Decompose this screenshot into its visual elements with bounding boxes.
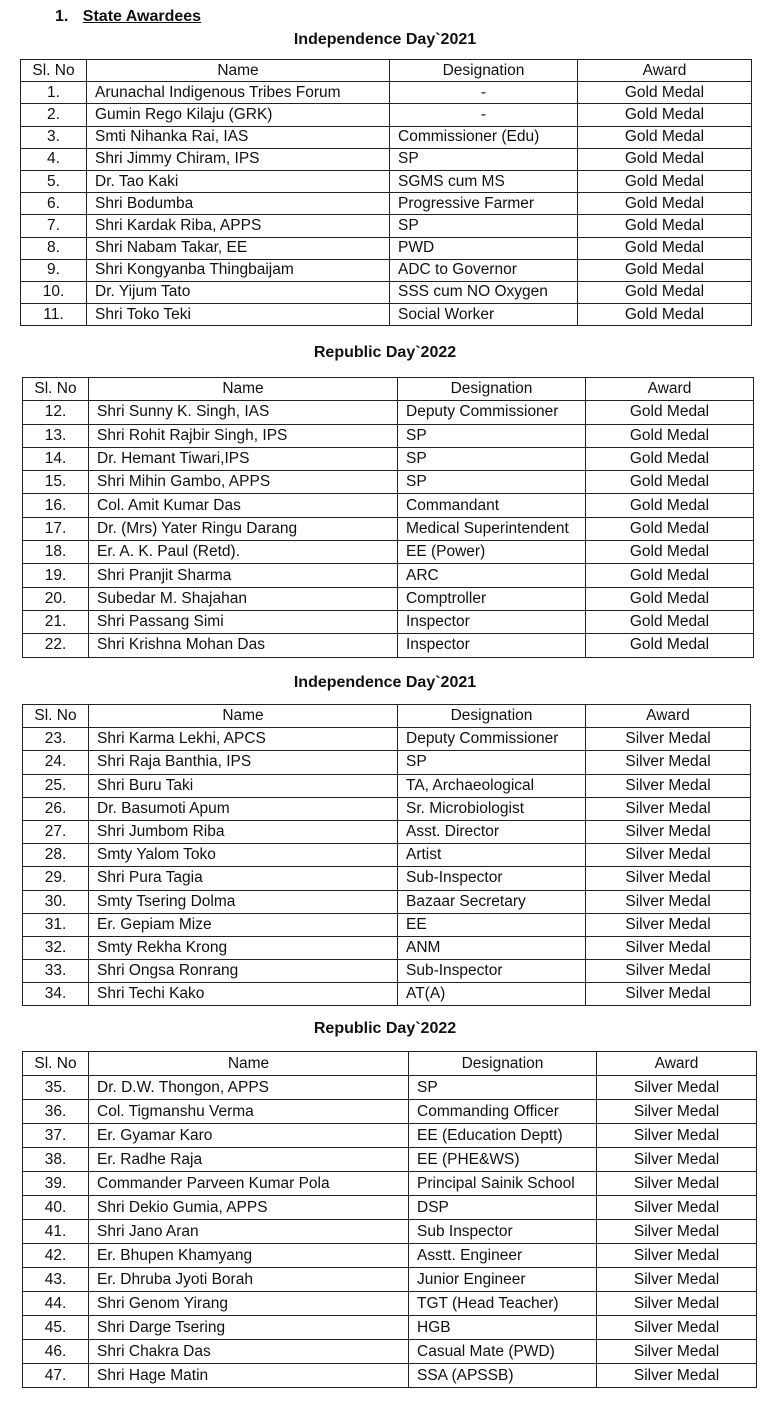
cell-name: Shri Krishna Mohan Das xyxy=(89,634,398,657)
cell-name: Shri Pranjit Sharma xyxy=(89,564,398,587)
cell-designation: PWD xyxy=(390,237,578,259)
cell-designation: AT(A) xyxy=(398,983,586,1006)
table-row xyxy=(23,1148,757,1172)
cell-designation: Progressive Farmer xyxy=(390,193,578,215)
table-row xyxy=(23,1076,757,1100)
cell-sl-no: 5. xyxy=(21,170,87,192)
column-header-award: Award xyxy=(578,60,752,82)
cell-award: Gold Medal xyxy=(578,126,752,148)
table-row xyxy=(23,587,754,610)
cell-award: Silver Medal xyxy=(597,1148,757,1172)
table-row xyxy=(23,1244,757,1268)
cell-designation: SSA (APSSB) xyxy=(409,1364,597,1388)
cell-sl-no: 34. xyxy=(23,983,89,1006)
cell-award: Silver Medal xyxy=(586,867,751,890)
column-header-sl-no: Sl. No xyxy=(23,1052,89,1076)
column-header-name: Name xyxy=(89,705,398,728)
cell-designation: Commissioner (Edu) xyxy=(390,126,578,148)
cell-award: Silver Medal xyxy=(597,1220,757,1244)
cell-designation: EE (PHE&WS) xyxy=(409,1148,597,1172)
cell-designation: SP xyxy=(409,1076,597,1100)
cell-sl-no: 1. xyxy=(21,82,87,104)
cell-sl-no: 36. xyxy=(23,1100,89,1124)
cell-sl-no: 27. xyxy=(23,820,89,843)
cell-name: Dr. Tao Kaki xyxy=(87,170,390,192)
cell-award: Gold Medal xyxy=(586,564,754,587)
cell-designation: EE (Education Deptt) xyxy=(409,1124,597,1148)
cell-name: Shri Jumbom Riba xyxy=(89,820,398,843)
cell-sl-no: 29. xyxy=(23,867,89,890)
table-row xyxy=(21,281,752,303)
table-row xyxy=(21,304,752,326)
cell-award: Gold Medal xyxy=(586,587,754,610)
cell-designation: Medical Superintendent xyxy=(398,517,586,540)
cell-sl-no: 3. xyxy=(21,126,87,148)
column-header-designation: Designation xyxy=(390,60,578,82)
section-title: Republic Day`2022 xyxy=(313,1020,457,1037)
table-row xyxy=(23,517,754,540)
column-header-designation: Designation xyxy=(398,705,586,728)
table-row xyxy=(23,541,754,564)
cell-name: Col. Amit Kumar Das xyxy=(89,494,398,517)
cell-name: Shri Ongsa Ronrang xyxy=(89,960,398,983)
cell-award: Silver Medal xyxy=(597,1124,757,1148)
cell-sl-no: 38. xyxy=(23,1148,89,1172)
column-header-designation: Designation xyxy=(409,1052,597,1076)
cell-sl-no: 31. xyxy=(23,913,89,936)
cell-designation: Asst. Director xyxy=(398,820,586,843)
table-row xyxy=(21,259,752,281)
cell-sl-no: 30. xyxy=(23,890,89,913)
cell-award: Silver Medal xyxy=(586,751,751,774)
table-row xyxy=(23,867,751,890)
cell-name: Commander Parveen Kumar Pola xyxy=(89,1172,409,1196)
table-row xyxy=(23,424,754,447)
cell-award: Gold Medal xyxy=(586,517,754,540)
cell-award: Gold Medal xyxy=(578,215,752,237)
cell-name: Er. A. K. Paul (Retd). xyxy=(89,541,398,564)
table-row xyxy=(23,936,751,959)
table-row xyxy=(23,751,751,774)
cell-designation: Comptroller xyxy=(398,587,586,610)
column-header-name: Name xyxy=(89,378,398,401)
cell-designation: EE xyxy=(398,913,586,936)
cell-award: Silver Medal xyxy=(597,1196,757,1220)
cell-sl-no: 24. xyxy=(23,751,89,774)
cell-sl-no: 6. xyxy=(21,193,87,215)
cell-name: Gumin Rego Kilaju (GRK) xyxy=(87,104,390,126)
cell-sl-no: 13. xyxy=(23,424,89,447)
table-row xyxy=(23,844,751,867)
cell-sl-no: 32. xyxy=(23,936,89,959)
cell-sl-no: 18. xyxy=(23,541,89,564)
cell-designation: Asstt. Engineer xyxy=(409,1244,597,1268)
cell-name: Dr. Basumoti Apum xyxy=(89,797,398,820)
cell-name: Shri Mihin Gambo, APPS xyxy=(89,471,398,494)
cell-award: Silver Medal xyxy=(586,844,751,867)
cell-sl-no: 35. xyxy=(23,1076,89,1100)
cell-designation: Sr. Microbiologist xyxy=(398,797,586,820)
cell-award: Silver Medal xyxy=(586,983,751,1006)
cell-sl-no: 44. xyxy=(23,1292,89,1316)
document-heading xyxy=(55,8,201,26)
cell-name: Shri Sunny K. Singh, IAS xyxy=(89,401,398,424)
cell-award: Gold Medal xyxy=(578,237,752,259)
cell-name: Shri Bodumba xyxy=(87,193,390,215)
cell-designation: - xyxy=(390,104,578,126)
cell-sl-no: 19. xyxy=(23,564,89,587)
table-row xyxy=(23,983,751,1006)
cell-sl-no: 46. xyxy=(23,1340,89,1364)
cell-sl-no: 25. xyxy=(23,774,89,797)
table-row xyxy=(23,728,751,751)
cell-sl-no: 45. xyxy=(23,1316,89,1340)
cell-award: Gold Medal xyxy=(586,471,754,494)
table-row xyxy=(23,634,754,657)
cell-name: Shri Pura Tagia xyxy=(89,867,398,890)
cell-name: Shri Toko Teki xyxy=(87,304,390,326)
cell-sl-no: 26. xyxy=(23,797,89,820)
cell-name: Er. Gepiam Mize xyxy=(89,913,398,936)
cell-designation: HGB xyxy=(409,1316,597,1340)
cell-award: Gold Medal xyxy=(578,82,752,104)
table-row xyxy=(23,494,754,517)
cell-designation: Principal Sainik School xyxy=(409,1172,597,1196)
column-header-sl-no: Sl. No xyxy=(23,705,89,728)
cell-designation: SP xyxy=(398,751,586,774)
section-title: Independence Day`2021 xyxy=(293,674,477,691)
table-row xyxy=(21,126,752,148)
heading-number: 1. xyxy=(55,8,69,25)
cell-designation: DSP xyxy=(409,1196,597,1220)
cell-sl-no: 11. xyxy=(21,304,87,326)
cell-designation: TGT (Head Teacher) xyxy=(409,1292,597,1316)
cell-award: Gold Medal xyxy=(578,259,752,281)
column-header-award: Award xyxy=(597,1052,757,1076)
cell-name: Shri Genom Yirang xyxy=(89,1292,409,1316)
cell-sl-no: 14. xyxy=(23,447,89,470)
cell-award: Gold Medal xyxy=(586,541,754,564)
cell-designation: Deputy Commissioner xyxy=(398,728,586,751)
cell-designation: Casual Mate (PWD) xyxy=(409,1340,597,1364)
cell-name: Shri Rohit Rajbir Singh, IPS xyxy=(89,424,398,447)
cell-award: Silver Medal xyxy=(586,774,751,797)
cell-award: Silver Medal xyxy=(597,1076,757,1100)
table-row xyxy=(23,1100,757,1124)
cell-name: Shri Karma Lekhi, APCS xyxy=(89,728,398,751)
cell-sl-no: 47. xyxy=(23,1364,89,1388)
cell-designation: Sub Inspector xyxy=(409,1220,597,1244)
cell-award: Silver Medal xyxy=(597,1244,757,1268)
table-row xyxy=(21,193,752,215)
table-row xyxy=(23,1292,757,1316)
table-row xyxy=(23,1220,757,1244)
cell-award: Gold Medal xyxy=(578,304,752,326)
column-header-sl-no: Sl. No xyxy=(23,378,89,401)
cell-sl-no: 2. xyxy=(21,104,87,126)
cell-sl-no: 16. xyxy=(23,494,89,517)
cell-name: Col. Tigmanshu Verma xyxy=(89,1100,409,1124)
cell-award: Silver Medal xyxy=(597,1316,757,1340)
cell-designation: Deputy Commissioner xyxy=(398,401,586,424)
cell-sl-no: 22. xyxy=(23,634,89,657)
cell-name: Shri Jano Aran xyxy=(89,1220,409,1244)
cell-designation: Sub-Inspector xyxy=(398,867,586,890)
cell-name: Dr. Hemant Tiwari,IPS xyxy=(89,447,398,470)
cell-sl-no: 12. xyxy=(23,401,89,424)
cell-award: Gold Medal xyxy=(586,424,754,447)
table-row xyxy=(23,471,754,494)
table-row xyxy=(21,82,752,104)
table-row xyxy=(23,1268,757,1292)
cell-award: Gold Medal xyxy=(578,104,752,126)
cell-designation: SP xyxy=(390,215,578,237)
cell-name: Shri Kardak Riba, APPS xyxy=(87,215,390,237)
cell-name: Smti Nihanka Rai, IAS xyxy=(87,126,390,148)
cell-sl-no: 33. xyxy=(23,960,89,983)
table-row xyxy=(23,1172,757,1196)
cell-designation: SP xyxy=(398,424,586,447)
cell-designation: SGMS cum MS xyxy=(390,170,578,192)
cell-award: Gold Medal xyxy=(578,281,752,303)
table-header-row xyxy=(23,1052,757,1076)
table-header-row xyxy=(23,705,751,728)
cell-award: Gold Medal xyxy=(586,494,754,517)
table-row xyxy=(23,447,754,470)
cell-sl-no: 9. xyxy=(21,259,87,281)
cell-award: Gold Medal xyxy=(586,610,754,633)
cell-award: Silver Medal xyxy=(597,1340,757,1364)
cell-designation: TA, Archaeological xyxy=(398,774,586,797)
cell-award: Silver Medal xyxy=(597,1100,757,1124)
cell-name: Shri Hage Matin xyxy=(89,1364,409,1388)
cell-award: Gold Medal xyxy=(586,634,754,657)
cell-award: Gold Medal xyxy=(578,193,752,215)
cell-designation: Commanding Officer xyxy=(409,1100,597,1124)
column-header-sl-no: Sl. No xyxy=(21,60,87,82)
table-row xyxy=(23,913,751,936)
cell-designation: ARC xyxy=(398,564,586,587)
cell-sl-no: 43. xyxy=(23,1268,89,1292)
cell-name: Subedar M. Shajahan xyxy=(89,587,398,610)
awardees-table xyxy=(22,704,751,1006)
table-row xyxy=(21,170,752,192)
table-row xyxy=(23,1124,757,1148)
cell-name: Er. Bhupen Khamyang xyxy=(89,1244,409,1268)
cell-name: Smty Tsering Dolma xyxy=(89,890,398,913)
column-header-name: Name xyxy=(87,60,390,82)
table-row xyxy=(23,564,754,587)
section-title: Republic Day`2022 xyxy=(313,344,457,361)
heading-text: State Awardees xyxy=(82,8,202,25)
table-header-row xyxy=(23,378,754,401)
cell-name: Dr. (Mrs) Yater Ringu Darang xyxy=(89,517,398,540)
cell-name: Dr. Yijum Tato xyxy=(87,281,390,303)
cell-designation: - xyxy=(390,82,578,104)
cell-designation: Inspector xyxy=(398,610,586,633)
cell-sl-no: 23. xyxy=(23,728,89,751)
cell-award: Silver Medal xyxy=(586,936,751,959)
cell-sl-no: 17. xyxy=(23,517,89,540)
cell-designation: Sub-Inspector xyxy=(398,960,586,983)
cell-award: Silver Medal xyxy=(586,913,751,936)
table-header-row xyxy=(21,60,752,82)
table-row xyxy=(21,237,752,259)
cell-designation: SP xyxy=(398,447,586,470)
cell-designation: SP xyxy=(390,148,578,170)
cell-designation: SP xyxy=(398,471,586,494)
cell-name: Shri Passang Simi xyxy=(89,610,398,633)
cell-designation: Commandant xyxy=(398,494,586,517)
cell-award: Gold Medal xyxy=(578,170,752,192)
table-row xyxy=(23,1364,757,1388)
cell-award: Silver Medal xyxy=(597,1172,757,1196)
table-row xyxy=(23,1316,757,1340)
cell-designation: Bazaar Secretary xyxy=(398,890,586,913)
cell-sl-no: 7. xyxy=(21,215,87,237)
table-row xyxy=(21,104,752,126)
cell-award: Silver Medal xyxy=(597,1292,757,1316)
cell-designation: SSS cum NO Oxygen xyxy=(390,281,578,303)
cell-sl-no: 8. xyxy=(21,237,87,259)
cell-designation: Artist xyxy=(398,844,586,867)
table-row xyxy=(23,1196,757,1220)
table-row xyxy=(23,820,751,843)
cell-name: Dr. D.W. Thongon, APPS xyxy=(89,1076,409,1100)
awardees-table xyxy=(22,1051,757,1388)
cell-name: Shri Buru Taki xyxy=(89,774,398,797)
cell-designation: Social Worker xyxy=(390,304,578,326)
cell-name: Shri Techi Kako xyxy=(89,983,398,1006)
column-header-award: Award xyxy=(586,705,751,728)
table-row xyxy=(23,890,751,913)
cell-name: Shri Jimmy Chiram, IPS xyxy=(87,148,390,170)
cell-name: Smty Rekha Krong xyxy=(89,936,398,959)
cell-award: Silver Medal xyxy=(586,960,751,983)
cell-award: Silver Medal xyxy=(586,728,751,751)
cell-award: Silver Medal xyxy=(597,1268,757,1292)
cell-award: Gold Medal xyxy=(578,148,752,170)
cell-award: Gold Medal xyxy=(586,401,754,424)
table-row xyxy=(23,610,754,633)
cell-award: Silver Medal xyxy=(586,797,751,820)
table-row xyxy=(23,1340,757,1364)
cell-award: Silver Medal xyxy=(586,890,751,913)
cell-sl-no: 42. xyxy=(23,1244,89,1268)
cell-award: Silver Medal xyxy=(597,1364,757,1388)
table-row xyxy=(23,401,754,424)
cell-designation: ANM xyxy=(398,936,586,959)
cell-name: Shri Raja Banthia, IPS xyxy=(89,751,398,774)
table-row xyxy=(23,960,751,983)
cell-name: Smty Yalom Toko xyxy=(89,844,398,867)
cell-sl-no: 37. xyxy=(23,1124,89,1148)
cell-designation: EE (Power) xyxy=(398,541,586,564)
cell-sl-no: 28. xyxy=(23,844,89,867)
cell-designation: ADC to Governor xyxy=(390,259,578,281)
section-title: Independence Day`2021 xyxy=(293,31,477,48)
cell-sl-no: 39. xyxy=(23,1172,89,1196)
cell-award: Silver Medal xyxy=(586,820,751,843)
table-row xyxy=(21,148,752,170)
cell-sl-no: 20. xyxy=(23,587,89,610)
cell-sl-no: 21. xyxy=(23,610,89,633)
column-header-award: Award xyxy=(586,378,754,401)
cell-name: Shri Dekio Gumia, APPS xyxy=(89,1196,409,1220)
cell-sl-no: 15. xyxy=(23,471,89,494)
awardees-table xyxy=(20,59,752,326)
cell-name: Shri Nabam Takar, EE xyxy=(87,237,390,259)
cell-award: Gold Medal xyxy=(586,447,754,470)
cell-name: Shri Kongyanba Thingbaijam xyxy=(87,259,390,281)
awardees-table xyxy=(22,377,754,658)
cell-name: Shri Chakra Das xyxy=(89,1340,409,1364)
cell-sl-no: 4. xyxy=(21,148,87,170)
cell-name: Shri Darge Tsering xyxy=(89,1316,409,1340)
cell-sl-no: 41. xyxy=(23,1220,89,1244)
cell-name: Er. Dhruba Jyoti Borah xyxy=(89,1268,409,1292)
cell-name: Arunachal Indigenous Tribes Forum xyxy=(87,82,390,104)
cell-sl-no: 10. xyxy=(21,281,87,303)
table-row xyxy=(23,797,751,820)
column-header-designation: Designation xyxy=(398,378,586,401)
cell-designation: Junior Engineer xyxy=(409,1268,597,1292)
cell-name: Er. Radhe Raja xyxy=(89,1148,409,1172)
table-row xyxy=(23,774,751,797)
table-row xyxy=(21,215,752,237)
cell-name: Er. Gyamar Karo xyxy=(89,1124,409,1148)
cell-sl-no: 40. xyxy=(23,1196,89,1220)
cell-designation: Inspector xyxy=(398,634,586,657)
column-header-name: Name xyxy=(89,1052,409,1076)
